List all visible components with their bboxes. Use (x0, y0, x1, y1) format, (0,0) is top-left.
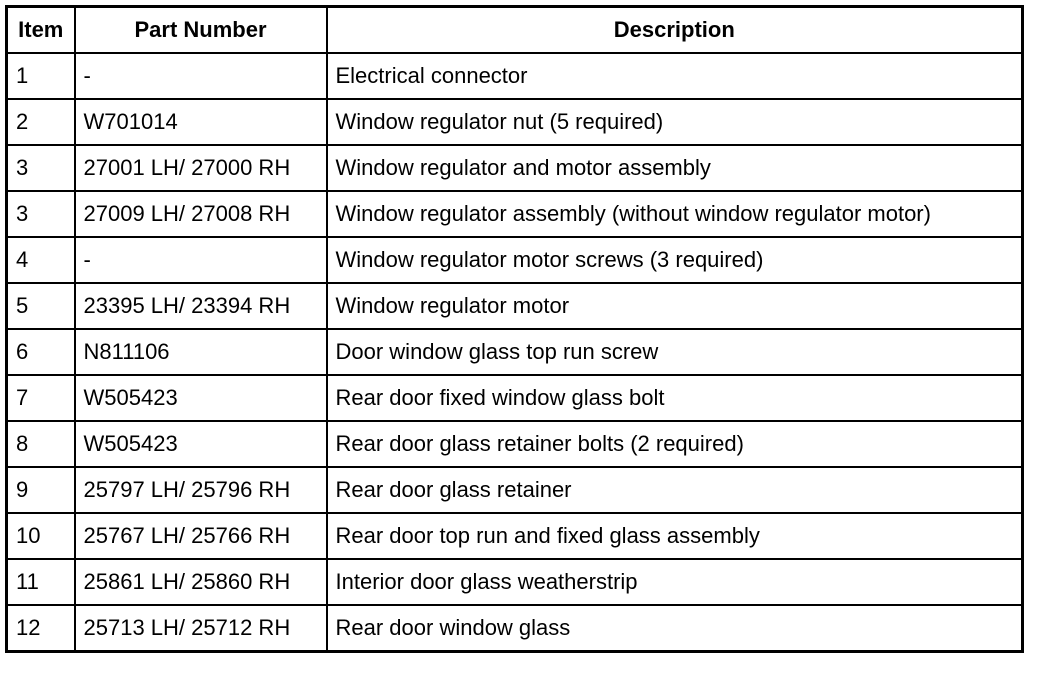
table-row (7, 53, 1023, 99)
cell-item: 7 (7, 375, 75, 421)
cell-part-number: 25861 LH/ 25860 RH (75, 559, 327, 605)
cell-description: Window regulator motor screws (3 required) (327, 237, 1023, 283)
cell-description: Rear door glass retainer (327, 467, 1023, 513)
cell-part-number: W505423 (75, 421, 327, 467)
cell-description: Window regulator assembly (without window regulator motor) (327, 191, 1023, 237)
cell-description: Rear door top run and fixed glass assembly (327, 513, 1023, 559)
cell-part-number: - (75, 237, 327, 283)
table-row (7, 467, 1023, 513)
cell-item: 3 (7, 191, 75, 237)
parts-table-container (5, 5, 1024, 653)
cell-item: 1 (7, 53, 75, 99)
cell-item: 12 (7, 605, 75, 652)
cell-item: 2 (7, 99, 75, 145)
cell-item: 11 (7, 559, 75, 605)
header-description: Description (327, 7, 1023, 54)
parts-table (5, 5, 1024, 653)
cell-description: Rear door fixed window glass bolt (327, 375, 1023, 421)
table-row (7, 145, 1023, 191)
cell-part-number: 25713 LH/ 25712 RH (75, 605, 327, 652)
table-row (7, 283, 1023, 329)
cell-description: Interior door glass weatherstrip (327, 559, 1023, 605)
cell-part-number: N811106 (75, 329, 327, 375)
cell-description: Door window glass top run screw (327, 329, 1023, 375)
cell-part-number: 27009 LH/ 27008 RH (75, 191, 327, 237)
table-row (7, 421, 1023, 467)
cell-description: Window regulator motor (327, 283, 1023, 329)
cell-item: 5 (7, 283, 75, 329)
table-row (7, 191, 1023, 237)
cell-description: Window regulator nut (5 required) (327, 99, 1023, 145)
cell-description: Window regulator and motor assembly (327, 145, 1023, 191)
cell-item: 6 (7, 329, 75, 375)
table-row (7, 559, 1023, 605)
cell-description: Rear door window glass (327, 605, 1023, 652)
cell-part-number: W505423 (75, 375, 327, 421)
table-header-row (7, 7, 1023, 54)
cell-part-number: - (75, 53, 327, 99)
table-row (7, 237, 1023, 283)
table-row (7, 329, 1023, 375)
header-item: Item (7, 7, 75, 54)
table-row (7, 513, 1023, 559)
table-row (7, 99, 1023, 145)
cell-item: 4 (7, 237, 75, 283)
cell-description: Electrical connector (327, 53, 1023, 99)
cell-description: Rear door glass retainer bolts (2 required) (327, 421, 1023, 467)
cell-item: 10 (7, 513, 75, 559)
table-row (7, 605, 1023, 652)
table-body (7, 53, 1023, 652)
cell-part-number: 25797 LH/ 25796 RH (75, 467, 327, 513)
cell-item: 3 (7, 145, 75, 191)
cell-part-number: 23395 LH/ 23394 RH (75, 283, 327, 329)
header-part-number: Part Number (75, 7, 327, 54)
cell-part-number: W701014 (75, 99, 327, 145)
cell-part-number: 27001 LH/ 27000 RH (75, 145, 327, 191)
table-row (7, 375, 1023, 421)
cell-item: 9 (7, 467, 75, 513)
cell-item: 8 (7, 421, 75, 467)
cell-part-number: 25767 LH/ 25766 RH (75, 513, 327, 559)
